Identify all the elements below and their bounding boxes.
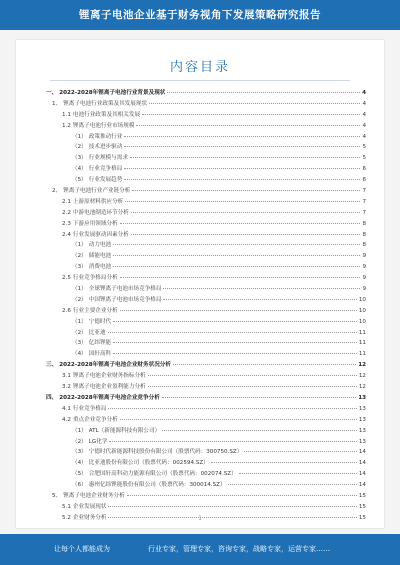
- toc-entry-page: 8: [362, 231, 366, 238]
- toc-entry[interactable]: [46, 186, 366, 197]
- toc-entry-title: 下游应用领域分析: [72, 220, 118, 227]
- toc-entry-number: 2、: [52, 188, 62, 195]
- toc-leader-dots: [113, 266, 360, 267]
- toc-entry-number: 2.4: [62, 231, 71, 238]
- toc-entry[interactable]: [46, 469, 366, 480]
- toc-entry[interactable]: [46, 317, 366, 328]
- toc-entry-title: 行业竞争格局: [88, 166, 123, 173]
- toc-entry-number: （2）: [72, 296, 87, 303]
- toc-leader-dots: [142, 114, 360, 115]
- toc-entry-number: 1.2: [62, 122, 71, 129]
- toc-entry-page: 14: [358, 471, 366, 478]
- toc-entry-page: 14: [358, 460, 366, 467]
- toc-entry-page: 7: [362, 198, 366, 205]
- toc-entry[interactable]: [46, 230, 366, 241]
- toc-entry-page: 4: [362, 100, 366, 107]
- toc-entry[interactable]: [46, 164, 366, 175]
- toc-entry-page: 9: [362, 264, 366, 271]
- toc-title: 内容目录: [169, 60, 230, 75]
- toc-entry-page: 13: [358, 427, 366, 434]
- toc-leader-dots: [124, 146, 360, 147]
- toc-leader-dots: [120, 419, 357, 420]
- table-of-contents: [46, 88, 366, 524]
- toc-entry-page: 5: [362, 155, 366, 162]
- toc-entry-number: 2.1: [62, 198, 71, 205]
- toc-entry-number: （3）: [72, 155, 87, 162]
- toc-entry[interactable]: [46, 142, 366, 153]
- toc-entry[interactable]: [46, 382, 366, 393]
- toc-entry[interactable]: [46, 240, 366, 251]
- toc-entry-title: 2022-2028年锂离子电池企业竞争分析: [59, 394, 160, 401]
- toc-entry-title: 行业发展趋势: [88, 177, 123, 184]
- toc-entry-number: （5）: [72, 177, 87, 184]
- toc-entry-number: 3.1: [62, 373, 71, 380]
- toc-entry-number: 四、: [46, 394, 58, 401]
- toc-entry-page: 9: [362, 253, 366, 260]
- toc-leader-dots: [124, 179, 360, 180]
- toc-entry-number: 三、: [46, 362, 58, 369]
- toc-entry-page: 15: [358, 503, 366, 510]
- toc-divider: [50, 80, 350, 81]
- toc-leader-dots: [113, 321, 357, 322]
- toc-entry-title: 行业发展驱动因素分析: [72, 231, 129, 238]
- toc-entry-page: 13: [358, 394, 366, 401]
- toc-entry-title: 全球锂离子电池市场竞争格局: [88, 286, 162, 293]
- toc-entry-title: 重点企业竞争分析: [72, 416, 118, 423]
- toc-entry-number: 2.3: [62, 220, 71, 227]
- toc-entry-page: 13: [358, 405, 366, 412]
- toc-entry[interactable]: [46, 371, 366, 382]
- toc-entry[interactable]: [46, 197, 366, 208]
- report-header-bar: [0, 0, 400, 30]
- toc-entry[interactable]: [46, 88, 366, 99]
- toc-entry-title: 锂离子电池企业财务指标分析: [72, 373, 146, 380]
- toc-leader-dots: [163, 299, 356, 300]
- toc-entry-number: （6）: [72, 482, 87, 489]
- toc-entry[interactable]: [46, 251, 366, 262]
- toc-entry-title: 锂离子电池企业财务分析: [63, 492, 125, 499]
- toc-entry-number: （4）: [72, 351, 87, 358]
- toc-leader-dots: [130, 157, 361, 158]
- toc-entry-title: 宁德时代: [88, 318, 112, 325]
- toc-entry-title: 行业竞争格局分析: [72, 275, 118, 282]
- toc-entry[interactable]: [46, 208, 366, 219]
- toc-entry[interactable]: [46, 328, 366, 339]
- toc-entry[interactable]: [46, 480, 366, 491]
- toc-leader-dots: [113, 342, 357, 343]
- toc-entry[interactable]: [46, 295, 366, 306]
- document-page: [16, 40, 384, 528]
- toc-entry-title: 2022-2028年锂离子电池行业背景及现状: [59, 90, 166, 96]
- toc-entry-number: （3）: [72, 449, 87, 456]
- toc-entry-page: 12: [358, 362, 366, 369]
- toc-leader-dots: [125, 201, 360, 202]
- toc-entry-title: 国轩高科: [88, 351, 112, 358]
- toc-entry[interactable]: [46, 426, 366, 437]
- toc-entry-title: 中游电池制造环节分析: [72, 209, 129, 216]
- toc-entry-page: 12: [358, 373, 366, 380]
- toc-entry-number: （4）: [72, 460, 87, 467]
- toc-entry[interactable]: [46, 447, 366, 458]
- toc-entry-number: （1）: [72, 427, 87, 434]
- toc-entry[interactable]: [46, 491, 366, 502]
- toc-entry-title: 合肥国轩高科动力能源有限公司（股票代码：002074.SZ）: [88, 471, 237, 478]
- toc-leader-dots: [113, 353, 357, 354]
- toc-entry-title: 亿纬锂能: [88, 340, 112, 347]
- toc-entry-page: 11: [358, 329, 366, 336]
- toc-entry-number: （1）: [72, 133, 87, 140]
- toc-leader-dots: [136, 125, 360, 126]
- toc-entry-page: 7: [362, 209, 366, 216]
- toc-entry-number: 5.2: [62, 514, 71, 521]
- toc-entry[interactable]: [46, 502, 366, 513]
- toc-entry-page: 14: [358, 482, 366, 489]
- toc-entry[interactable]: [46, 219, 366, 230]
- toc-leader-dots: [167, 92, 360, 93]
- toc-entry[interactable]: [46, 132, 366, 143]
- toc-entry-title: 锂离子电池行业市场规模: [72, 122, 135, 129]
- toc-entry-title: 储能电池: [88, 253, 112, 260]
- toc-leader-dots: [131, 234, 361, 235]
- toc-entry-page: 4: [362, 122, 366, 129]
- toc-entry[interactable]: [46, 175, 366, 186]
- toc-entry[interactable]: [46, 404, 366, 415]
- toc-entry[interactable]: [46, 153, 366, 164]
- toc-entry-number: （1）: [72, 318, 87, 325]
- toc-entry-page: 15: [358, 492, 366, 499]
- toc-leader-dots: [148, 375, 357, 376]
- toc-entry-page: 5: [362, 144, 366, 151]
- footer-slogan-left: 让每个人都能成为: [54, 545, 110, 553]
- toc-leader-dots: [132, 190, 360, 191]
- toc-entry[interactable]: [46, 338, 366, 349]
- toc-entry-title: 技术进步驱动: [88, 144, 123, 151]
- toc-entry-number: （5）: [72, 471, 87, 478]
- toc-entry-title: 上游原材料供应分析: [72, 198, 124, 205]
- toc-entry-title: 动力电池: [88, 242, 112, 249]
- toc-entry-page: 4: [362, 90, 366, 96]
- toc-leader-dots: [149, 103, 360, 104]
- toc-leader-dots: [113, 244, 360, 245]
- toc-leader-dots: [109, 441, 356, 442]
- toc-entry[interactable]: [46, 110, 366, 121]
- toc-entry[interactable]: [46, 284, 366, 295]
- toc-entry-number: （3）: [72, 340, 87, 347]
- toc-entry-number: 2.5: [62, 275, 71, 282]
- toc-leader-dots: [173, 364, 356, 365]
- toc-leader-dots: [162, 430, 357, 431]
- toc-leader-dots: [108, 332, 357, 333]
- toc-entry-page: 15: [358, 514, 366, 521]
- toc-entry-page: 8: [362, 242, 366, 249]
- toc-entry-page: 10: [358, 307, 366, 314]
- toc-leader-dots: [228, 484, 357, 485]
- toc-entry-title: 锂离子电池行业政策及其发展现状: [63, 100, 148, 107]
- toc-entry-page: 6: [362, 166, 366, 173]
- toc-entry-title: 行业竞争格局: [72, 405, 107, 412]
- toc-entry[interactable]: [46, 349, 366, 360]
- toc-leader-dots: [148, 386, 357, 387]
- page-number: 1: [198, 515, 202, 522]
- toc-entry-title: 宁德时代新能源科技股份有限公司（股票代码：300750.SZ）: [88, 449, 243, 456]
- toc-entry[interactable]: [46, 262, 366, 273]
- toc-entry[interactable]: [46, 360, 366, 371]
- toc-entry-title: 中国锂离子电池市场竞争格局: [88, 296, 162, 303]
- toc-entry-page: 12: [358, 384, 366, 391]
- toc-entry-title: 行业规模与需求: [88, 155, 128, 162]
- toc-entry[interactable]: [46, 415, 366, 426]
- toc-entry-title: 2022-2028年锂离子电池企业财务状况分析: [59, 362, 171, 369]
- toc-entry[interactable]: [46, 437, 366, 448]
- toc-entry-number: 4.2: [62, 416, 71, 423]
- toc-entry-number: （2）: [72, 253, 87, 260]
- toc-leader-dots: [124, 136, 360, 137]
- toc-leader-dots: [113, 255, 360, 256]
- toc-entry-number: 1.1: [62, 111, 71, 118]
- toc-entry-number: （1）: [72, 286, 87, 293]
- toc-entry-page: 8: [362, 220, 366, 227]
- toc-entry-page: 9: [362, 286, 366, 293]
- toc-leader-dots: [120, 310, 357, 311]
- toc-entry-page: 13: [358, 438, 366, 445]
- toc-leader-dots: [108, 408, 356, 409]
- toc-entry-page: 14: [358, 449, 366, 456]
- toc-entry-number: 5.1: [62, 503, 71, 510]
- toc-entry-title: 惠州亿纬锂能股份有限公司（股票代码：300014.SZ）: [88, 482, 226, 489]
- footer-bar: [0, 534, 400, 565]
- toc-leader-dots: [120, 223, 361, 224]
- toc-entry-number: （3）: [72, 264, 87, 271]
- toc-leader-dots: [162, 397, 356, 398]
- footer-slogan-right: 行业专家，管理专家，咨询专家，战略专家，运营专家……: [148, 545, 330, 553]
- toc-entry-title: 政策推动行业: [88, 133, 123, 140]
- toc-entry-page: 7: [362, 188, 366, 195]
- toc-entry-title: 企业发展现状: [72, 503, 107, 510]
- toc-entry-page: 4: [362, 111, 366, 118]
- toc-entry-page: 9: [362, 275, 366, 282]
- report-title: 锂离子电池企业基于财务视角下发展策略研究报告: [79, 9, 321, 21]
- toc-leader-dots: [124, 168, 360, 169]
- toc-entry-number: 4.1: [62, 405, 71, 412]
- toc-entry-number: （2）: [72, 438, 87, 445]
- toc-entry-number: （4）: [72, 166, 87, 173]
- toc-leader-dots: [131, 212, 361, 213]
- toc-entry-title: 锂离子电池行业产业链分析: [63, 188, 131, 195]
- toc-leader-dots: [211, 462, 357, 463]
- toc-entry-title: 比亚迪: [88, 329, 106, 336]
- toc-entry-number: 3.2: [62, 384, 71, 391]
- toc-entry-number: 2.2: [62, 209, 71, 216]
- toc-entry-number: （2）: [72, 329, 87, 336]
- toc-entry[interactable]: [46, 121, 366, 132]
- toc-entry-title: LG化学: [88, 438, 108, 445]
- toc-entry-title: ATL（新能源科技有限公司）: [88, 427, 161, 434]
- toc-leader-dots: [127, 495, 357, 496]
- toc-entry-number: （2）: [72, 144, 87, 151]
- toc-entry-number: 1、: [52, 100, 62, 107]
- toc-entry-title: 企业财务分析: [72, 514, 107, 521]
- toc-entry[interactable]: [46, 458, 366, 469]
- toc-entry-number: 一、: [46, 90, 58, 96]
- toc-entry-number: 2.6: [62, 307, 71, 314]
- toc-entry-page: 11: [358, 351, 366, 358]
- toc-entry-page: 6: [362, 177, 366, 184]
- toc-entry-title: 行业主要企业分析: [72, 307, 118, 314]
- toc-entry[interactable]: [46, 393, 366, 404]
- toc-entry-page: 10: [358, 318, 366, 325]
- toc-entry-title: 比亚迪股份有限公司（股票代码：002594.SZ）: [88, 460, 209, 467]
- toc-leader-dots: [239, 473, 357, 474]
- toc-leader-dots: [163, 288, 360, 289]
- toc-leader-dots: [120, 277, 361, 278]
- toc-entry-title: 电池行业政策及其相关发展: [72, 111, 141, 118]
- toc-entry[interactable]: [46, 273, 366, 284]
- toc-entry[interactable]: [46, 99, 366, 110]
- toc-entry-number: 5、: [52, 492, 62, 499]
- toc-entry-page: 10: [358, 296, 366, 303]
- toc-entry-page: 11: [358, 340, 366, 347]
- toc-leader-dots: [108, 506, 356, 507]
- toc-entry-page: 4: [362, 133, 366, 140]
- toc-entry[interactable]: [46, 306, 366, 317]
- toc-entry-title: 消费电池: [88, 264, 112, 271]
- toc-leader-dots: [244, 451, 357, 452]
- toc-entry-title: 锂离子电池企业盈利能力分析: [72, 384, 146, 391]
- toc-entry-page: 13: [358, 416, 366, 423]
- toc-entry-number: （1）: [72, 242, 87, 249]
